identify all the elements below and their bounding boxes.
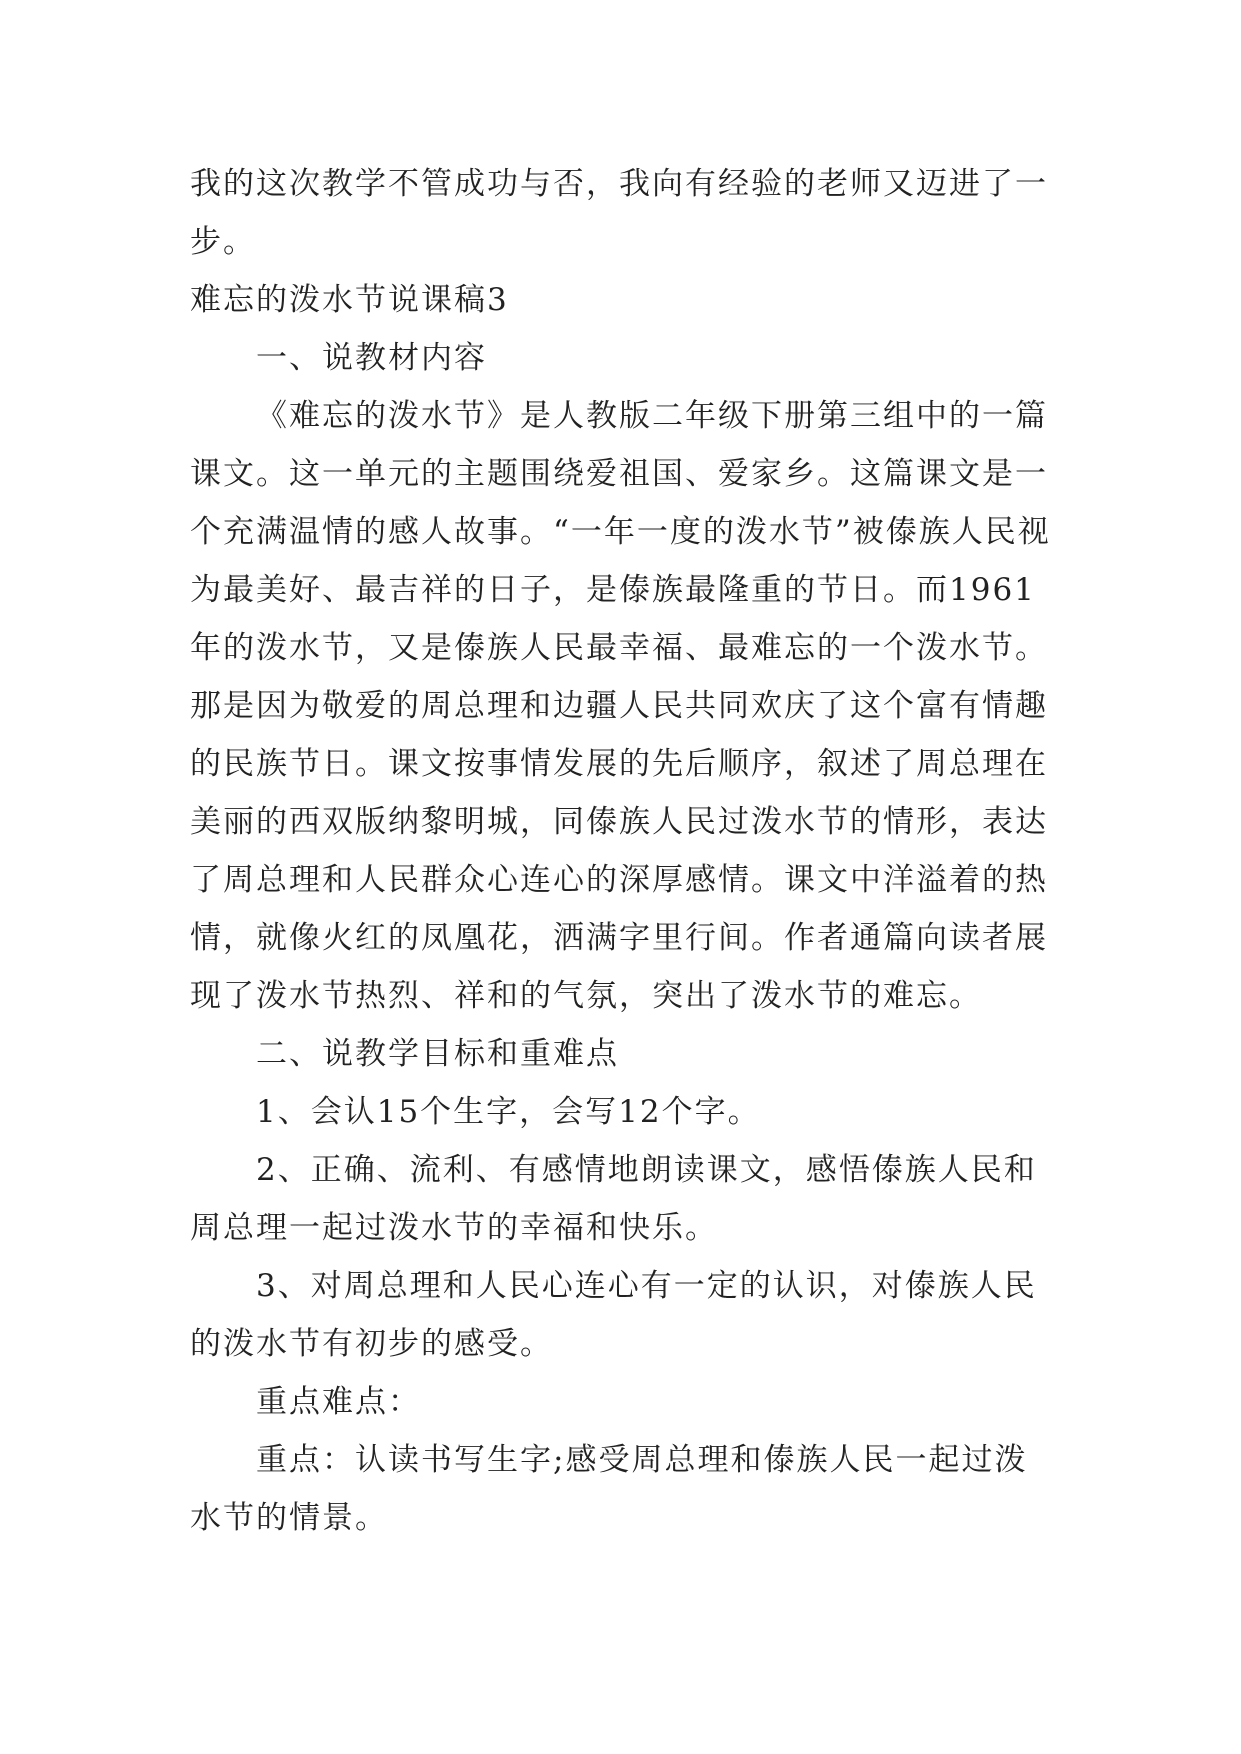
heading-key-difficulties: 重点难点： — [256, 1384, 421, 1420]
goal-item-3: 3、对周总理和人民心连心有一定的认识，对傣族人民的泼水节有初步的感受。 — [190, 1268, 1037, 1362]
paragraph-key-points: 重点：认读书写生字;感受周总理和傣族人民一起过泼水节的情景。 — [190, 1442, 1028, 1536]
paragraph-textbook-description: 《难忘的泼水节》是人教版二年级下册第三组中的一篇课文。这一单元的主题围绕爱祖国、爱家乡。这篇课文是一个充满温情的感人故事。“一年一度的泼水节”被傣族人民视为最美好、最吉祥的日子，是傣族最隆重的节日。而1961年的泼水节，又是傣族人民最幸福、最难忘的一个泼水节。那是因为敬爱的周总理和边疆人民共同欢庆了这个富有情趣的民族节日。课文按事情发展的先后顺序，叙述了周总理在美丽的西双版纳黎明城，同傣族人民过泼水节的情形，表达了周总理和人民群众心连心的深厚感情。课文中洋溢着的热情，就像火红的凤凰花，洒满字里行间。作者通篇向读者展现了泼水节热烈、祥和的气氛，突出了泼水节的难忘。 — [190, 398, 1051, 1014]
section-title: 难忘的泼水节说课稿3 — [190, 282, 509, 318]
goal-item-1: 1、会认15个生字，会写12个字。 — [256, 1094, 761, 1130]
document-body — [190, 155, 1060, 1547]
paragraph-closing-reflection: 我的这次教学不管成功与否，我向有经验的老师又迈进了一步。 — [190, 166, 1048, 260]
heading-textbook-content: 一、说教材内容 — [256, 340, 487, 376]
heading-teaching-goals: 二、说教学目标和重难点 — [256, 1036, 619, 1072]
goal-item-2: 2、正确、流利、有感情地朗读课文，感悟傣族人民和周总理一起过泼水节的幸福和快乐。 — [190, 1152, 1037, 1246]
